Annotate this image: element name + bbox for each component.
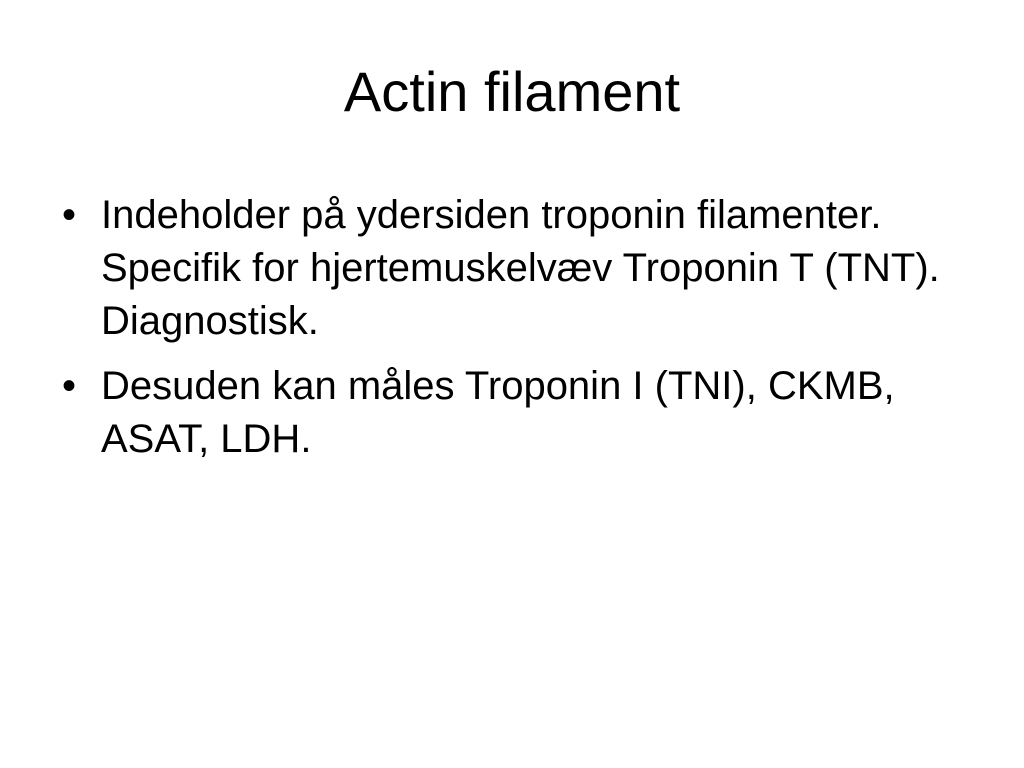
bullet-text: Indeholder på ydersiden troponin filamenter. Specifik for hjertemuskelvæv Troponin T (TNT). Diagnostisk. [101, 193, 940, 343]
bullet-list [62, 189, 962, 478]
bullet-text: Desuden kan måles Troponin I (TNI), CKMB, ASAT, LDH. [101, 364, 895, 461]
bullet-item-troponin-filaments [62, 189, 962, 348]
slide-title: Actin filament [343, 60, 681, 123]
bullet-item-other-markers [62, 360, 962, 466]
bullet-marker: • [62, 364, 77, 408]
bullet-marker: • [62, 193, 77, 237]
